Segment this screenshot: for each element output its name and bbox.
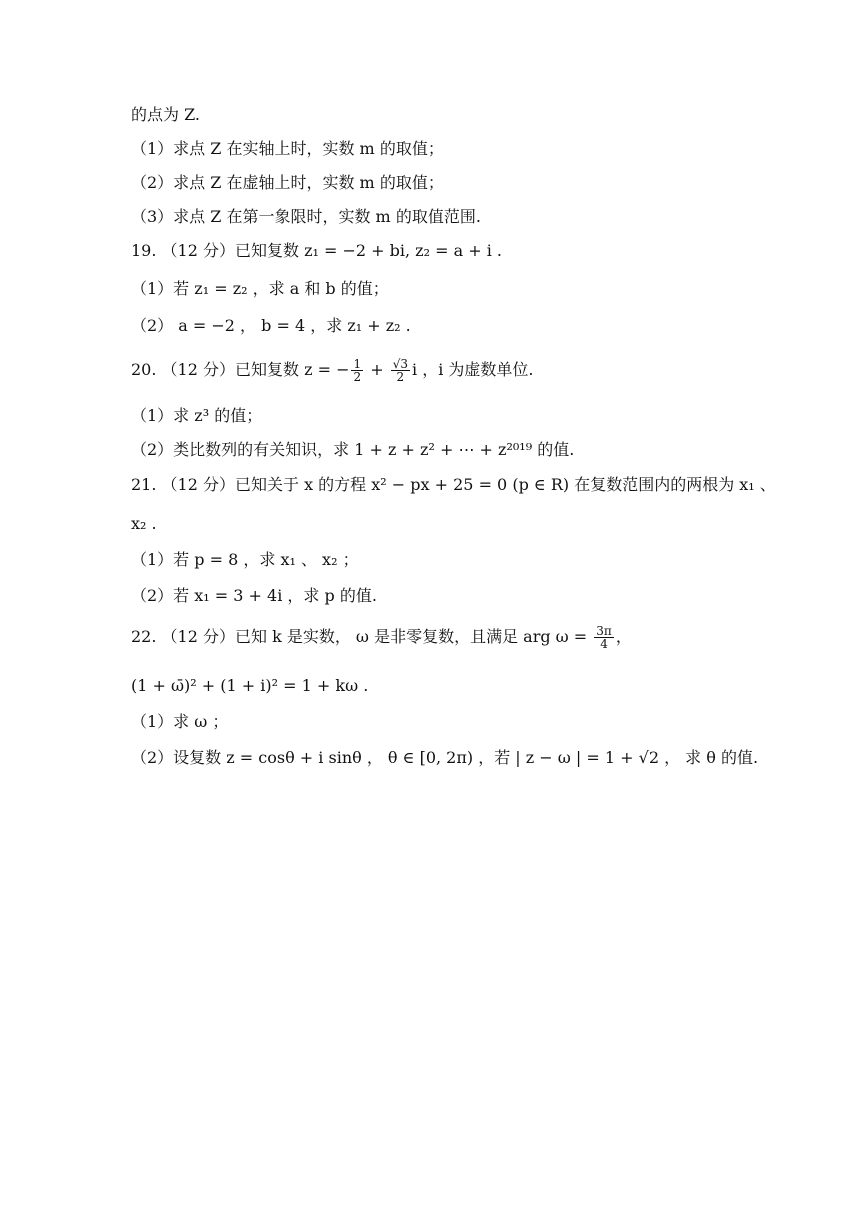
question-21: 21. （12 分）已知关于 x 的方程 x² − px + 25 = 0 (p ∈ R) 在复数范围内的两根为 x₁ 、 (131, 475, 776, 494)
question-22 (131, 625, 632, 650)
question-19-part-1: （1）若 z₁ = z₂ ，求 a 和 b 的值； (131, 279, 389, 298)
q22-f-num: 3π (596, 624, 612, 638)
line-2: （1）求点 Z 在实轴上时，实数 m 的取值； (131, 139, 444, 158)
q20-fraction-1 (351, 358, 363, 383)
question-21-part-1: （1）若 p = 8 ，求 x₁ 、 x₂ ； (131, 550, 359, 569)
question-22-equation: (1 + ω̄)² + (1 + i)² = 1 + kω . (131, 676, 369, 695)
question-21-cont: x₂ . (131, 514, 157, 533)
line-1: 的点为 Z. (131, 105, 201, 124)
question-20-part-1: （1）求 z³ 的值； (131, 406, 263, 425)
q20-f2-num: √3 (392, 357, 408, 371)
q20-f2-den: 2 (396, 370, 405, 384)
line-3: （2）求点 Z 在虚轴上时，实数 m 的取值； (131, 173, 444, 192)
q20-suffix: i ，i 为虚数单位. (411, 360, 534, 379)
q22-fraction (594, 625, 614, 650)
q22-prefix: 22. （12 分）已知 k 是实数， ω 是非零复数，且满足 arg ω = (131, 627, 593, 646)
q20-f1-num: 1 (353, 357, 362, 371)
line-4: （3）求点 Z 在第一象限时，实数 m 的取值范围. (131, 207, 481, 226)
question-20-part-2: （2）类比数列的有关知识，求 1 + z + z² + ⋯ + z²⁰¹⁹ 的值. (131, 440, 575, 459)
question-19: 19. （12 分）已知复数 z₁ = −2 + bi, z₂ = a + i . (131, 241, 503, 260)
q20-prefix: 20. （12 分）已知复数 z = − (131, 360, 350, 379)
q22-f-den: 4 (600, 637, 608, 651)
q20-plus: + (365, 360, 389, 379)
q20-fraction-2 (391, 358, 410, 383)
question-22-part-1: （1）求 ω ； (131, 712, 229, 731)
question-20 (131, 358, 533, 383)
q22-suffix: ， (615, 627, 632, 646)
question-22-part-2: （2）设复数 z = cosθ + i sinθ ， θ ∈ [0, 2π) ，若 | z − ω | = 1 + √2 ， 求 θ 的值. (131, 748, 759, 767)
question-19-part-2: （2） a = −2 ， b = 4 ，求 z₁ + z₂ . (131, 316, 411, 335)
question-21-part-2: （2）若 x₁ = 3 + 4i ，求 p 的值. (131, 586, 377, 605)
q20-f1-den: 2 (353, 370, 362, 384)
